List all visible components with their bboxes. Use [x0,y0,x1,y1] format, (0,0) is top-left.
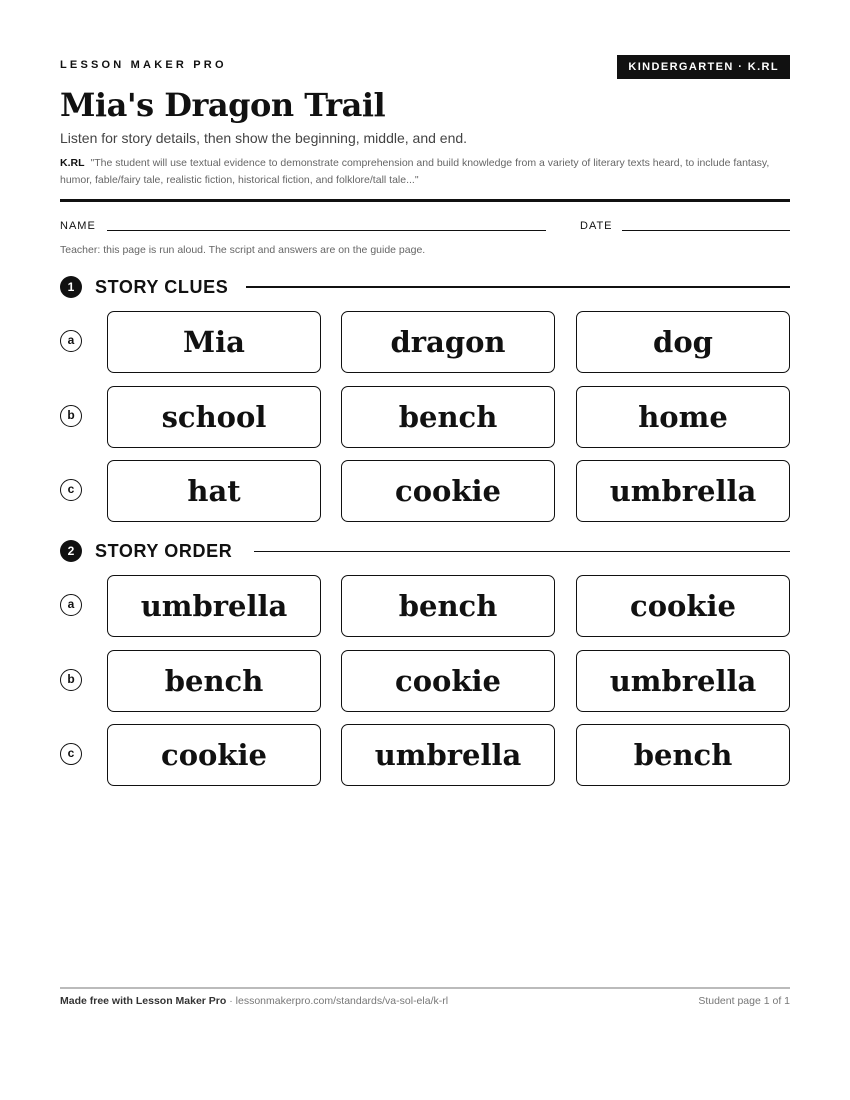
page-header [60,55,790,79]
row-letter-badge: c [60,743,82,765]
answer-choice[interactable]: umbrella [576,460,790,522]
row-letter-badge: c [60,479,82,501]
page-footer [60,995,790,1007]
answer-choice[interactable]: cookie [341,460,555,522]
question-row [60,724,790,786]
answer-choice[interactable]: home [576,386,790,448]
worksheet-subtitle: Listen for story details, then show the beginning, middle, and end. [60,130,468,146]
answer-choice[interactable]: bench [576,724,790,786]
section-rule [254,551,790,552]
answer-choice[interactable]: umbrella [341,724,555,786]
footer-divider [60,987,790,989]
footer-separator: · [226,995,236,1007]
answer-choice[interactable]: cookie [576,575,790,637]
teacher-note: Teacher: this page is run aloud. The script and answers are on the guide page. [60,244,426,256]
answer-choice[interactable]: bench [107,650,321,712]
section-number-badge: 2 [60,540,82,562]
answer-choice[interactable]: school [107,386,321,448]
answer-choice[interactable]: Mia [107,311,321,373]
answer-choice[interactable]: umbrella [107,575,321,637]
answer-choice[interactable]: dragon [341,311,555,373]
grade-badge: KINDERGARTEN · K.RL [617,55,790,79]
section-rule [246,286,790,288]
row-letter-badge: a [60,330,82,352]
standard-text: "The student will use textual evidence to demonstrate comprehension and build knowledge from a variety of literary texts heard, to include fantasy, humor, fable/fairy tale, realistic fiction, historical fiction, and folklore/tall tale..." [60,157,770,186]
question-row [60,386,790,448]
section-story-clues [60,275,790,299]
section-title: STORY CLUES [95,275,240,299]
section-number-badge: 1 [60,276,82,298]
worksheet-title: Mia's Dragon Trail [60,86,386,124]
row-letter-badge: b [60,669,82,691]
row-letter-badge: b [60,405,82,427]
footer-made-with: Made free with Lesson Maker Pro [60,995,227,1007]
name-label: NAME [60,220,96,232]
answer-choice[interactable]: umbrella [576,650,790,712]
answer-choice[interactable]: bench [341,575,555,637]
answer-choice[interactable]: bench [341,386,555,448]
section-title: STORY ORDER [95,539,244,563]
worksheet-page [60,0,790,1100]
date-line[interactable] [622,230,790,231]
name-line[interactable] [107,230,546,231]
answer-choice[interactable]: cookie [107,724,321,786]
question-row [60,575,790,637]
row-letter-badge: a [60,594,82,616]
question-row [60,460,790,522]
answer-choice[interactable]: dog [576,311,790,373]
answer-choice[interactable]: hat [107,460,321,522]
standard-description [60,155,790,189]
name-date-row [60,220,790,234]
header-divider [60,199,790,202]
answer-choice[interactable]: cookie [341,650,555,712]
date-label: DATE [580,220,613,232]
footer-url[interactable]: lessonmakerpro.com/standards/va-sol-ela/k-rl [235,995,449,1007]
footer-page-number: Student page 1 of 1 [698,995,790,1007]
question-row [60,650,790,712]
standard-code: K.RL [60,157,85,169]
section-story-order [60,539,790,563]
brand-name: LESSON MAKER PRO [60,59,227,71]
question-row [60,311,790,373]
